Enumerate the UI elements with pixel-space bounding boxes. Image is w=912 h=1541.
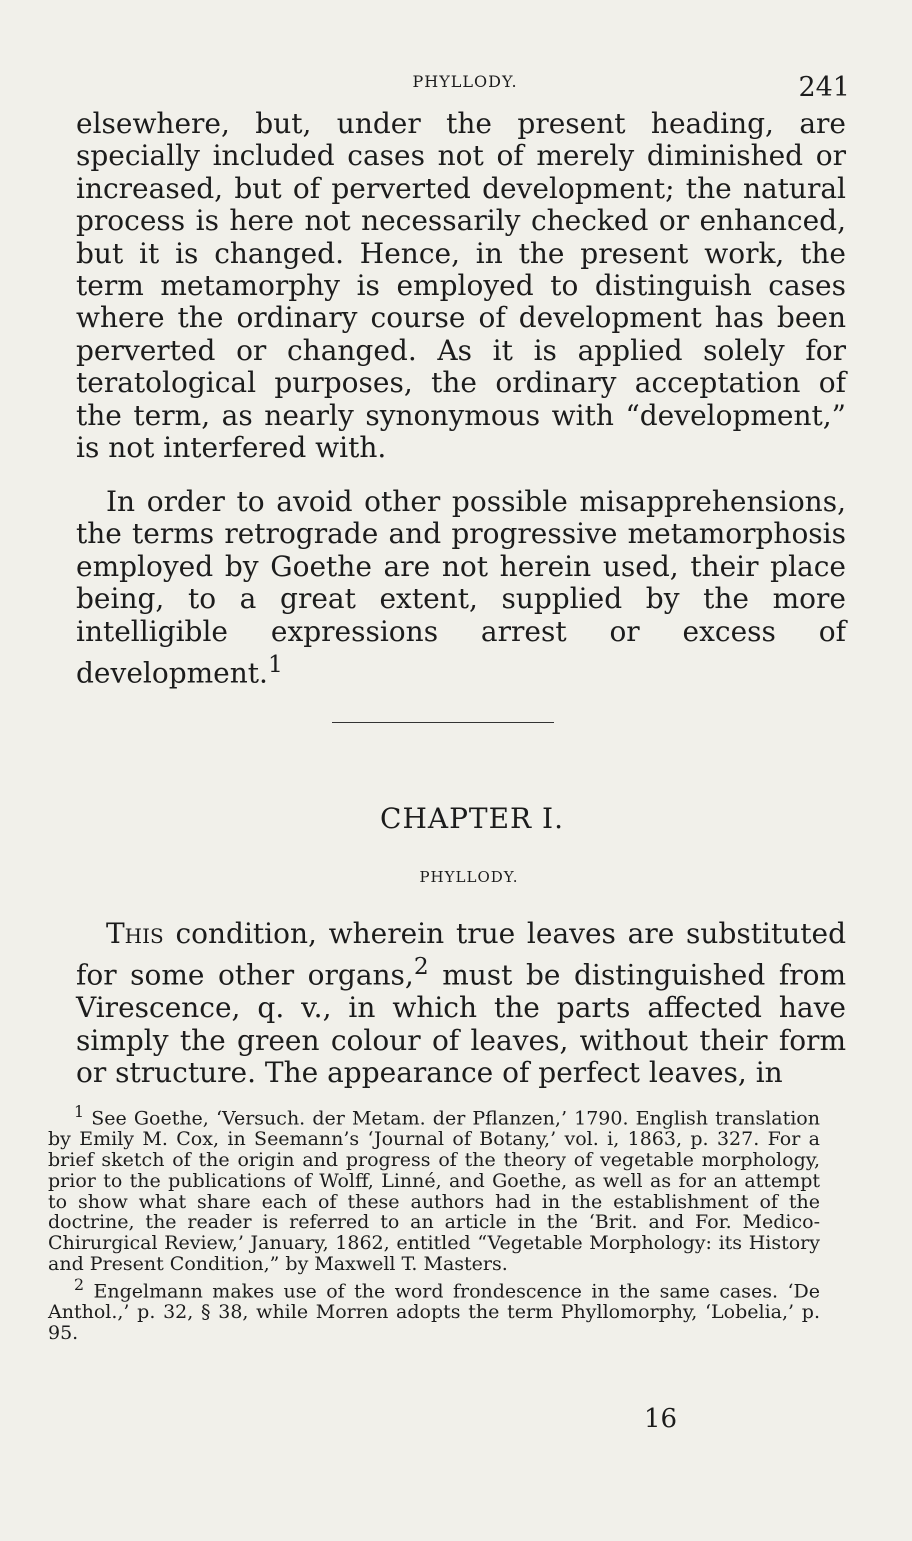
opening-text: condition, wherein true leaves are substituted for some other organs, (76, 917, 846, 992)
signature-mark: 16 (644, 1404, 678, 1434)
paragraph-chapter-opening (76, 918, 846, 1089)
footnote-2-text: Engelmann makes use of the word frondescence in the same cases. ‘De Anthol.,’ p. 32, § 38, while Morren adopts the term Phyllomorphy, ‘Lobelia,’ p. 95. (48, 1280, 820, 1344)
footnote-2 (48, 1275, 820, 1344)
footnotes (48, 1102, 820, 1343)
paragraph-chapter-opening-text (76, 918, 846, 1089)
chapter-heading: CHAPTER I. (380, 802, 564, 835)
page-number: 241 (798, 72, 850, 103)
opening-word: This (106, 917, 164, 950)
footnote-1-text: See Goethe, ‘Versuch. der Metam. der Pflanzen,’ 1790. English translation by Emily M. Cox, in Seemann’s ‘Journal of Botany,’ vol. i, 1863, p. 327. For a brief sketch of the origin and progress of the theory of vegetable morphology, prior to the publications of Wolff, Linné, and Goethe, as well as for an attempt to show what share each of these authors had in the establishment of the doctrine, the reader is referred to an article in the ‘Brit. and For. Medico-Chirurgical Review,’ January, 1862, entitled “Vegetable Morphology: its History and Present Condition,” by Maxwell T. Masters. (48, 1107, 820, 1275)
footnote-1 (48, 1102, 820, 1275)
paragraph-continuation (76, 108, 846, 464)
paragraph-continuation-text: elsewhere, but, under the present heading, are specially included cases not of merely diminished or increased, but of perverted development; the natural process is here not necessarily checked or enhanced, but it is changed. Hence, in the present work, the term metamorphy is employed to distinguish cases where the ordinary course of development has been perverted or changed. As it is applied solely for teratological purposes, the ordinary acceptation of the term, as nearly synonymous with “development,” is not interfered with. (76, 107, 846, 465)
running-title: PHYLLODY. (412, 72, 518, 91)
footnote-marker-1: 1 (74, 1102, 85, 1121)
footnote-marker-2: 2 (74, 1274, 85, 1294)
section-divider (332, 722, 554, 723)
paragraph-misapprehensions-body: In order to avoid other possible misapprehensions, the terms retrograde and progressive metamorphosis employed by Goethe are not herein used, their place being, to a great extent, supplied by the more intelligible expressions arrest or excess of development. (76, 485, 846, 690)
footnote-ref-1: 1 (267, 650, 283, 679)
chapter-subheading: PHYLLODY. (419, 868, 519, 886)
footnote-ref-2: 2 (413, 952, 429, 981)
paragraph-misapprehensions (76, 486, 846, 690)
paragraph-misapprehensions-text (76, 486, 846, 690)
opening-text-continued: must be distinguished from Virescence, q. v., in which the parts affected have simply the green colour of leaves, without their form or structure. The appearance of perfect leaves, in (76, 958, 846, 1089)
